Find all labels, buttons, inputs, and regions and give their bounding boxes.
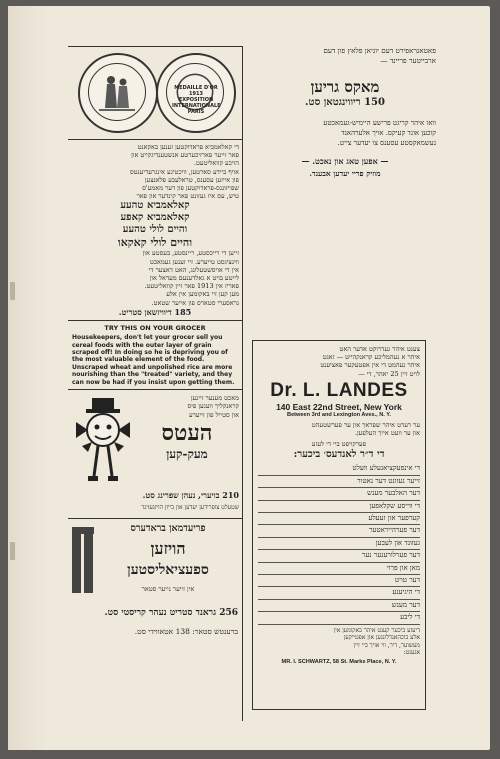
hats-line: און סטייל פון זייערע <box>189 410 239 419</box>
page-content <box>68 46 438 726</box>
grocer-notice <box>68 321 242 389</box>
book-item: די היגיענע <box>258 587 420 599</box>
landes-intro-line: צענט איהר געדרוקט אדער האט <box>339 345 420 353</box>
cocoa-intro-line: טיש, עס איז געזונט פאר קינדער און פאר <box>136 192 239 201</box>
staple-mark <box>10 542 15 560</box>
landes-mid-line: ער רעדט איהר שפראך און ער פערשטעהט <box>311 420 420 429</box>
cocoa-intro-line: פאר זייער פארזיכערטע אנשטענדיגקייט און <box>131 151 239 160</box>
cocoa-body-line: מען קען זיי באקומען אין אלע <box>166 290 239 299</box>
landes-name: Dr. L. LANDES <box>270 379 408 401</box>
hats-address: 210 בויערי, נעהן שפרינג סט. <box>142 490 239 501</box>
cocoa-intro-line: פון אייזען עסענס, טראלעבע פלאנצען <box>144 175 239 184</box>
cocoa-body-line: אין די אויסשטעלונג, האט דאצער די <box>148 265 239 274</box>
book-item: די אינפעקציאנעלע וועלט <box>258 463 420 475</box>
book-item: מאן און פרוי <box>258 563 420 575</box>
landes-footer-line: דיעזע ביכער קענט איהר באקומען אין <box>333 626 420 634</box>
book-item: געזונד און לעבען <box>258 538 420 550</box>
grocer-text: Housekeepers, don't let your grocer sell you cereal foods with the outer layer of grain scraped off! In doing so he is depriving you of the most valuable element of the food. Unscraped wheat and unpolished rice are more nourishing than the "treated" variety, and they can now be had if you insist upon getting them. <box>72 334 235 386</box>
medal-figures-icon <box>78 53 158 133</box>
bakery-ad <box>252 46 438 180</box>
cocoa-body-line: פאריז אין 1913 פאר זיין קוואליטעט. <box>144 282 239 291</box>
landes-intro-line: איהר נעהמט די אין אפטעקער פאציענט <box>320 361 420 370</box>
landes-agent: MR. I. SCHWARTZ, 58 St. Marks Place, N. Y. <box>281 658 397 665</box>
medal-inscription: MEDAILLE D'OR 1913 EXPOSITION INTERNATIONALE PARIS <box>172 85 221 115</box>
book-item: דער טויט <box>258 575 420 587</box>
cocoa-ad <box>68 140 242 318</box>
hats-line: מאכט מענער זיינען <box>190 394 239 403</box>
brand-lily-cocoa: והיים לולי קאקאו <box>117 236 193 250</box>
hats-note: שטעלט צופרידען יעדען און בייזן הויזגעזינד <box>141 504 239 512</box>
landes-books-intro: פערקויפט ביי די לעזע <box>311 440 367 449</box>
book-item: דער האלבער מענש <box>258 488 420 500</box>
hats-brand: מעק-קען <box>166 446 208 461</box>
cocoa-body-line: זייען די רייכסטע, ריינסטע, בעסטע און <box>142 249 239 258</box>
brand-lily-tea: והיים לולי טהעע <box>122 224 188 236</box>
book-item: דער פערלורענער נער <box>258 550 420 562</box>
figures-engraving-icon <box>89 64 145 120</box>
pants-ad <box>68 519 242 657</box>
cocoa-body-line: ווינציגסט טייערע. זיי זענען געמאכט <box>149 257 239 266</box>
cocoa-address: 185 דיוויזשאן סטריט. <box>118 306 192 317</box>
landes-between: Between 3rd and Lexington Aves., N. Y. <box>287 411 391 418</box>
trousers-icon <box>72 527 94 593</box>
hats-ad <box>68 390 242 518</box>
medal-paris-1913-icon <box>156 53 236 133</box>
book-item: דער פערהייראטער <box>258 525 420 537</box>
book-item: זייער נעזונט דער נאטור <box>258 476 420 488</box>
bakery-address: 150 ריווינגטאן סט. <box>305 97 385 108</box>
landes-footer-line: מעשוער, דיר, ווי אויך ביי זיין <box>353 641 420 649</box>
hat-mascot-icon <box>70 396 136 488</box>
bakery-line: ארבייטער פריינד — <box>380 56 436 65</box>
hats-title: העטס <box>161 419 213 446</box>
staple-mark <box>10 282 15 300</box>
hats-line: קראנקליך וועגען פיס <box>187 402 239 411</box>
bakery-hours: — אפען טאג און נאכט. — <box>301 156 389 166</box>
book-item: די ליבע <box>258 612 420 624</box>
pants-title: הויזען <box>150 539 186 559</box>
bakery-music: מוזיק פריי יעדען אבענד. <box>309 169 381 178</box>
left-column <box>68 46 243 721</box>
hats-copy <box>135 394 239 462</box>
landes-footer-line: אלע בוכהאנדלונגען און אפטייקען <box>343 634 420 642</box>
brand-columbia-coffee: קאלאמביא קאפע <box>120 212 190 224</box>
bakery-name: מאקס גריען <box>310 78 380 96</box>
page-binding <box>8 6 48 750</box>
cocoa-body-line: גראסערי סטארס פון אייער שטאט. <box>151 298 239 307</box>
landes-footer-line: אגענט: <box>403 649 420 657</box>
landes-intro-line: לויט זיין 25 יאהר, די — <box>358 369 420 378</box>
right-column <box>252 46 438 720</box>
cocoa-body-line: לייטע בויט א גאלדענעם מעדאל און <box>149 274 239 283</box>
brand-columbia-tea: קאלאמביא טהעע <box>120 200 190 212</box>
landes-mid-line: און ער וועט אייך העלפען. <box>354 429 420 438</box>
book-item: קערפער און זעעלע <box>258 513 420 525</box>
pants-subtitle: ספעציאליסטען <box>127 562 209 579</box>
bakery-body-line: וואו איהר קריגט פרישע היימיש-געמאכטע <box>323 119 436 127</box>
pants-company: פריעדמאן בראדערס <box>130 523 206 535</box>
bakery-body-line: נעשמאקסטע עסענס צו יעדער צייט. <box>337 139 436 147</box>
cocoa-intro-line: אויף ביידע סארטען, וויכטיגע אינגרעדיענטס <box>129 167 239 176</box>
cocoa-intro-line: הויכע קוואליטעט. <box>193 159 239 168</box>
bakery-line: פאטאגראפירט דעם יוניאן פלאץ פון דעם <box>323 46 436 55</box>
cocoa-intro-line: די קאלאמביא פראדוקטען זענען באקאנט <box>137 143 239 151</box>
landes-book-list <box>258 463 420 624</box>
landes-books-title: די ד״ר לאנדעס׳ ביכער: <box>293 449 385 461</box>
cocoa-intro-line: שפייזונגס-פראדוקטען פון דער מאמע'ס <box>142 184 239 193</box>
bakery-body-line: קוכען אונד קעיקס. אויך אלערהאנד <box>341 129 436 137</box>
medals-illustration <box>68 47 242 140</box>
pants-branch: ברענטש סטאר: 138 אטאווידי סט. <box>134 627 238 637</box>
book-item: דער מענש <box>258 600 420 612</box>
landes-address: 140 East 22nd Street, New York <box>276 401 402 412</box>
dr-landes-ad <box>252 340 426 710</box>
pants-address: 256 גראנד סטריט נעהר קריסטי סט. <box>104 608 238 619</box>
grocer-title: TRY THIS ON YOUR GROCER <box>104 323 206 332</box>
landes-intro-line: איהר א נעהמליכע קראנקהייט — זאגט <box>322 353 420 362</box>
book-item: די ווייסע שקלאפען <box>258 501 420 513</box>
pants-store-line: אין זייער נייער סטאר <box>141 585 195 594</box>
